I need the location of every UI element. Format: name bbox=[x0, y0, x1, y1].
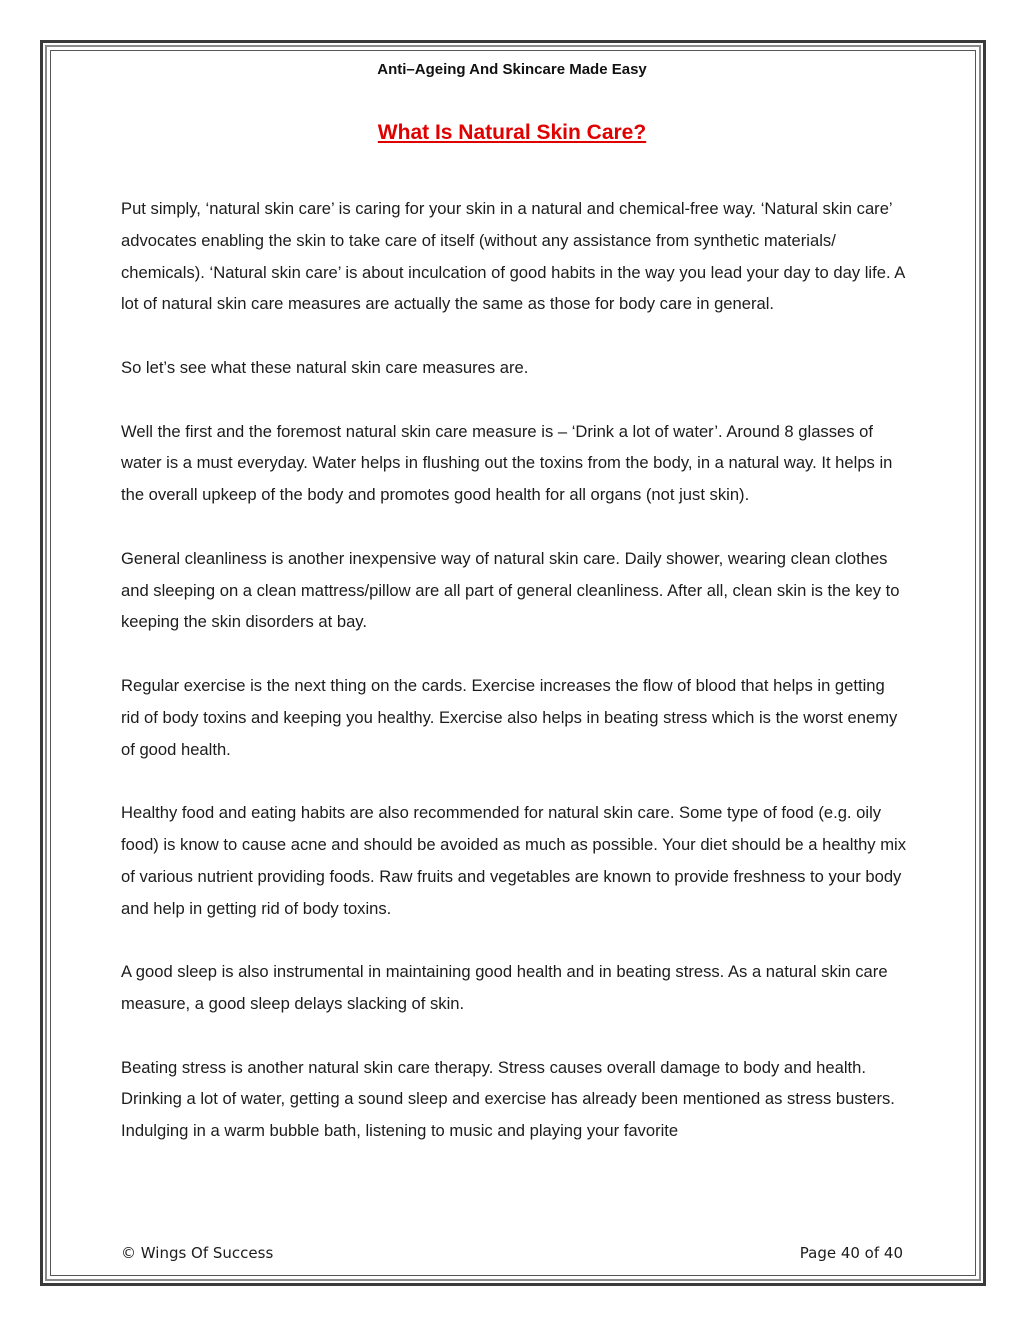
paragraph-sleep: A good sleep is also instrumental in maintaining good health and in beating stress. As a natural skin care measure, a good sleep delays slacking of skin. bbox=[121, 962, 888, 1013]
paragraph-food: Healthy food and eating habits are also recommended for natural skin care. Some type of food (e.g. oily food) is know to cause acne and should be avoided as much as possible. Your diet should be a healthy mix of various nutrient providing foods. Raw fruits and vegetables are known to provide freshness to your body and help in getting rid of body toxins. bbox=[121, 803, 907, 918]
paragraph-exercise: Regular exercise is the next thing on the cards. Exercise increases the flow of blood that helps in getting rid of body toxins and keeping you healthy. Exercise also helps in beating stress which is the worst enemy of good health. bbox=[121, 675, 898, 759]
paragraph-water: Well the first and the foremost natural skin care measure is – ‘Drink a lot of water’. Around 8 glasses of water is a must everyday. Water helps in flushing out the toxins from the body, in a natural way. It helps in the overall upkeep of the body and promotes good health for all organs (not just skin). bbox=[121, 421, 893, 505]
paragraph-cleanliness: General cleanliness is another inexpensive way of natural skin care. Daily shower, wearing clean clothes and sleeping on a clean mattress/pillow are all part of general cleanliness. After all, clean skin is the key to keeping the skin disorders at bay. bbox=[121, 548, 900, 632]
running-header: Anti–Ageing And Skincare Made Easy bbox=[377, 61, 647, 78]
paragraph-stress: Beating stress is another natural skin care therapy. Stress causes overall damage to body and health. Drinking a lot of water, getting a sound sleep and exercise has already been mentioned as stress busters. Indulging in a warm bubble bath, listening to music and playing your favorite bbox=[121, 1057, 895, 1141]
chapter-title: What Is Natural Skin Care? bbox=[377, 121, 647, 144]
paragraph-measures: So let’s see what these natural skin care measures are. bbox=[121, 357, 529, 377]
body-text bbox=[121, 193, 907, 1179]
paragraph-intro: Put simply, ‘natural skin care’ is caring for your skin in a natural and chemical-free way. ‘Natural skin care’ advocates enabling the skin to take care of itself (without any assistance from synthetic materials/ chemicals). ‘Natural skin care’ is about inculcation of good habits in the way you lead your day to day life. A lot of natural skin care measures are actually the same as those for body care in general. bbox=[121, 199, 905, 314]
footer-page-number: Page 40 of 40 bbox=[799, 1244, 903, 1262]
footer-copyright: © Wings Of Success bbox=[121, 1244, 274, 1262]
